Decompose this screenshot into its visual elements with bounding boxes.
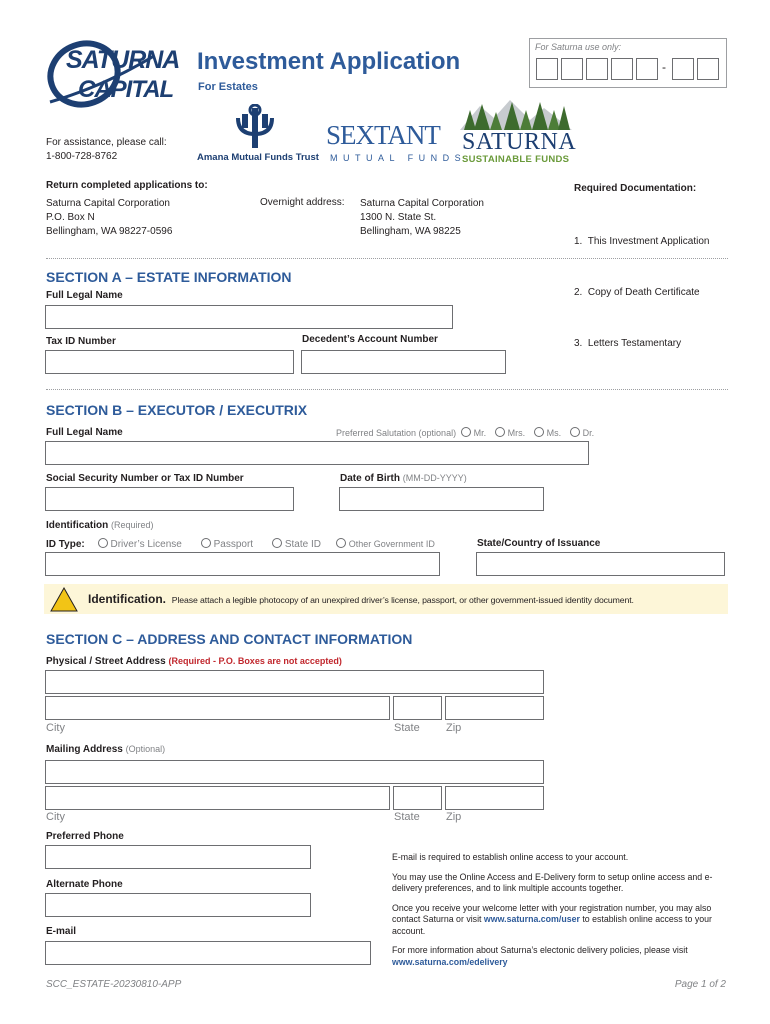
physical-address-field[interactable] bbox=[45, 670, 544, 694]
warning-icon bbox=[50, 587, 78, 612]
dob-field[interactable] bbox=[339, 487, 544, 511]
id-state-id-radio[interactable] bbox=[272, 538, 282, 548]
logo-line2: CAPITAL bbox=[78, 76, 174, 103]
mail-address-line: Saturna Capital Corporation bbox=[46, 198, 170, 209]
estate-name-label: Full Legal Name bbox=[46, 290, 123, 301]
office-use-box[interactable] bbox=[536, 58, 558, 80]
divider bbox=[46, 389, 728, 390]
id-state-id-label: State ID bbox=[284, 539, 321, 550]
edelivery-info-p3 bbox=[392, 903, 728, 938]
physical-zip-field[interactable] bbox=[445, 696, 544, 720]
physical-state-field[interactable] bbox=[393, 696, 442, 720]
physical-state-label: State bbox=[394, 722, 420, 734]
identification-notice-title: Identification. bbox=[88, 592, 166, 606]
id-drivers-license-radio[interactable] bbox=[98, 538, 108, 548]
amana-logo bbox=[196, 104, 319, 166]
office-use-box[interactable] bbox=[636, 58, 658, 80]
email-label: E-mail bbox=[46, 926, 77, 937]
overnight-address-line: 1300 N. State St. bbox=[360, 212, 437, 223]
required-doc-item: 3. Letters Testamentary bbox=[574, 338, 682, 349]
preferred-phone-label: Preferred Phone bbox=[46, 831, 124, 842]
required-docs-heading: Required Documentation: bbox=[574, 183, 697, 194]
saturna-sustainable-logo bbox=[460, 96, 577, 166]
salutation-mrs-radio[interactable] bbox=[495, 427, 505, 437]
executor-name-field[interactable] bbox=[45, 441, 589, 465]
physical-address-label-text: Physical / Street Address bbox=[46, 656, 166, 667]
edelivery-info-p3-b: to establish online access to your account. bbox=[392, 914, 712, 936]
estate-name-field[interactable] bbox=[45, 305, 453, 329]
required-doc-item: 1. This Investment Application bbox=[574, 236, 710, 247]
mailing-city-label: City bbox=[46, 811, 65, 823]
mailing-address-field[interactable] bbox=[45, 760, 544, 784]
footer-form-code: SCC_ESTATE-20230810-APP bbox=[46, 979, 182, 990]
mail-address-line: Bellingham, WA 98227-0596 bbox=[46, 226, 173, 237]
mailing-zip-field[interactable] bbox=[445, 786, 544, 810]
issuance-field[interactable] bbox=[476, 552, 725, 576]
dob-hint: (MM-DD-YYYY) bbox=[402, 473, 467, 483]
physical-address-label bbox=[46, 656, 342, 667]
physical-city-label: City bbox=[46, 722, 65, 734]
identification-label bbox=[46, 520, 154, 531]
id-other-label: Other Government ID bbox=[348, 539, 435, 549]
tax-id-field[interactable] bbox=[45, 350, 294, 374]
identification-required: (Required) bbox=[111, 520, 154, 530]
saturna-capital-logo bbox=[44, 36, 184, 108]
assistance-phone: 1-800-728-8762 bbox=[46, 151, 118, 162]
office-use-box[interactable] bbox=[672, 58, 694, 80]
dob-label-text: Date of Birth bbox=[340, 473, 400, 484]
physical-city-field[interactable] bbox=[45, 696, 390, 720]
section-b-title: SECTION B – EXECUTOR / EXECUTRIX bbox=[46, 402, 308, 418]
alternate-phone-label: Alternate Phone bbox=[46, 879, 123, 890]
salutation-mrs-label: Mrs. bbox=[507, 428, 526, 438]
sextant-logo bbox=[326, 120, 467, 168]
mailing-state-label: State bbox=[394, 811, 420, 823]
physical-zip-label: Zip bbox=[446, 722, 462, 734]
identification-notice bbox=[44, 584, 728, 614]
id-passport-radio[interactable] bbox=[201, 538, 211, 548]
sextant-logo-name: SEXTANT bbox=[326, 120, 440, 150]
identification-label-text: Identification bbox=[46, 520, 109, 531]
dob-label bbox=[340, 473, 467, 484]
tax-id-label: Tax ID Number bbox=[46, 336, 116, 347]
section-c-title: SECTION C – ADDRESS AND CONTACT INFORMATION bbox=[46, 631, 413, 647]
overnight-address-line: Bellingham, WA 98225 bbox=[360, 226, 461, 237]
office-use-box[interactable] bbox=[586, 58, 608, 80]
assistance-label: For assistance, please call: bbox=[46, 137, 167, 148]
sextant-logo-sub: MUTUAL FUNDS bbox=[330, 153, 467, 163]
salutation-ms-radio[interactable] bbox=[534, 427, 544, 437]
id-type-group bbox=[46, 538, 435, 550]
amana-logo-text: Amana Mutual Funds Trust bbox=[197, 152, 319, 163]
mail-address bbox=[46, 197, 172, 239]
preferred-phone-field[interactable] bbox=[45, 845, 311, 869]
id-passport-label: Passport bbox=[213, 539, 254, 550]
identification-notice-text: Please attach a legible photocopy of an unexpired driver’s license, passport, or other government-issued identity document. bbox=[171, 595, 634, 605]
office-use-box[interactable] bbox=[697, 58, 719, 80]
issuance-label: State/Country of Issuance bbox=[477, 538, 601, 549]
office-use-box[interactable] bbox=[561, 58, 583, 80]
decedent-account-label: Decedent’s Account Number bbox=[302, 334, 438, 345]
overnight-address bbox=[360, 197, 484, 239]
divider bbox=[46, 258, 728, 259]
edelivery-link[interactable]: www.saturna.com/edelivery bbox=[392, 956, 508, 967]
return-heading: Return completed applications to: bbox=[46, 180, 208, 191]
page-title: Investment Application bbox=[197, 48, 461, 75]
overnight-label: Overnight address: bbox=[260, 197, 345, 208]
mailing-zip-label: Zip bbox=[446, 811, 462, 823]
office-use-dash: - bbox=[662, 60, 666, 74]
overnight-address-line: Saturna Capital Corporation bbox=[360, 198, 484, 209]
ssn-label: Social Security Number or Tax ID Number bbox=[46, 473, 244, 484]
id-type-label: ID Type: bbox=[46, 539, 85, 550]
mailing-address-label bbox=[46, 744, 165, 755]
id-other-radio[interactable] bbox=[336, 538, 346, 548]
alternate-phone-field[interactable] bbox=[45, 893, 311, 917]
page-subtitle: For Estates bbox=[198, 81, 258, 93]
edelivery-info-p2: You may use the Online Access and E-Delivery form to setup online access and e-delivery preferences, and to link multiple accounts together. bbox=[392, 871, 713, 893]
section-a-title: SECTION A – ESTATE INFORMATION bbox=[46, 269, 292, 285]
salutation-mr-radio[interactable] bbox=[461, 427, 471, 437]
mailing-address-optional: (Optional) bbox=[125, 744, 166, 754]
required-doc-item: 2. Copy of Death Certificate bbox=[574, 287, 700, 298]
salutation-dr-label: Dr. bbox=[582, 428, 595, 438]
office-use-label: For Saturna use only: bbox=[535, 42, 622, 52]
ssn-field[interactable] bbox=[45, 487, 294, 511]
salutation-label: Preferred Salutation (optional) bbox=[336, 428, 457, 438]
physical-address-required: (Required - P.O. Boxes are not accepted) bbox=[168, 656, 342, 666]
edelivery-info-p4: For more information about Saturna’s electonic delivery policies, please visit bbox=[392, 945, 688, 955]
salutation-group bbox=[336, 427, 594, 438]
mailing-city-field[interactable] bbox=[45, 786, 390, 810]
email-field[interactable] bbox=[45, 941, 371, 965]
mailing-address-label-text: Mailing Address bbox=[46, 744, 123, 755]
id-drivers-license-label: Driver’s License bbox=[110, 539, 182, 550]
salutation-mr-label: Mr. bbox=[473, 428, 487, 438]
required-docs-list bbox=[574, 199, 709, 369]
id-number-field[interactable] bbox=[45, 552, 440, 576]
salutation-dr-radio[interactable] bbox=[570, 427, 580, 437]
saturna-sustainable-name: SATURNA bbox=[462, 129, 577, 155]
logo-line1: SATURNA bbox=[66, 46, 180, 74]
edelivery-info bbox=[392, 852, 728, 968]
footer-page-number: Page 1 of 2 bbox=[674, 979, 726, 990]
edelivery-info-p1: E-mail is required to establish online access to your account. bbox=[392, 852, 629, 862]
executor-name-label: Full Legal Name bbox=[46, 427, 123, 438]
salutation-ms-label: Ms. bbox=[546, 428, 562, 438]
edelivery-info-p3-a: Once you receive your welcome letter with your registration number, you may also contact Saturna or visit bbox=[392, 902, 712, 924]
office-use-box[interactable] bbox=[611, 58, 633, 80]
decedent-account-field[interactable] bbox=[301, 350, 506, 374]
user-link[interactable]: www.saturna.com/user bbox=[483, 914, 580, 924]
identification-notice-text-wrap bbox=[88, 592, 634, 606]
mailing-state-field[interactable] bbox=[393, 786, 442, 810]
saturna-sustainable-sub: SUSTAINABLE FUNDS bbox=[462, 154, 570, 165]
mail-address-line: P.O. Box N bbox=[46, 212, 95, 223]
